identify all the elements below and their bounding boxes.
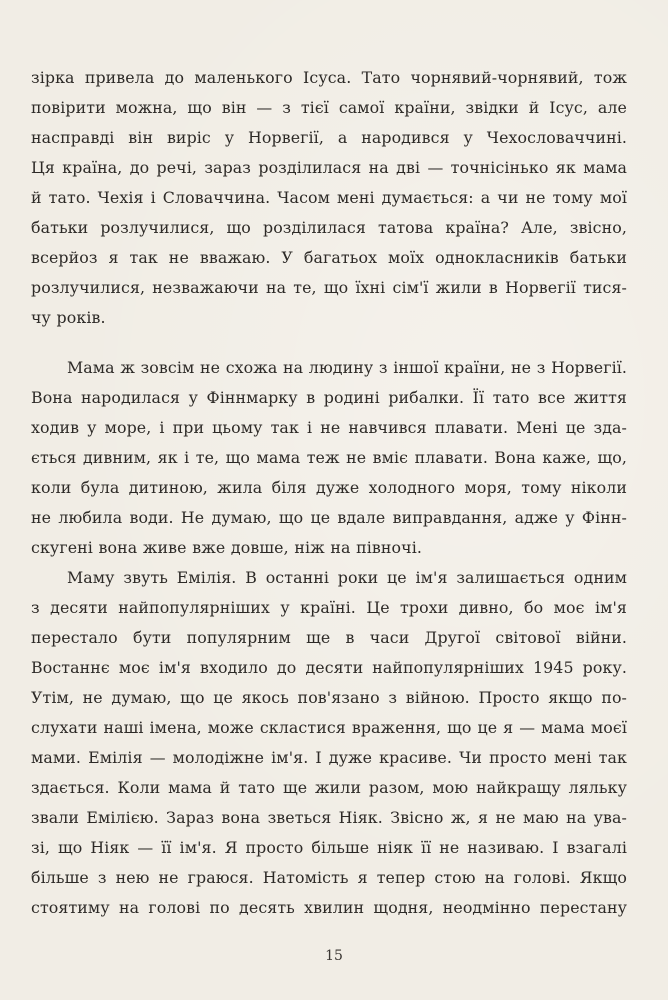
text-line: ходив у море, і при цьому так і не навчився плавати. Мені це зда- [31, 418, 627, 437]
text-line: зі, що Ніяк — її ім'я. Я просто більше ніяк її не називаю. І взагалі [31, 838, 627, 857]
text-line: звали Емілією. Зараз вона зветься Ніяк. Звісно ж, я не маю на ува- [31, 808, 627, 827]
text-line: стоятиму на голові по десять хвилин щодня, неодмінно перестану [31, 898, 627, 917]
text-line: здається. Коли мама й тато ще жили разом, мою найкращу ляльку [31, 778, 627, 797]
text-line: всерйоз я так не вважаю. У багатьох моїх однокласників батьки [31, 248, 627, 267]
text-line: Утім, не думаю, що це якось пов'язано з війною. Просто якщо по- [31, 688, 627, 707]
text-line: мами. Емілія — молодіжне ім'я. І дуже красиве. Чи просто мені так [31, 748, 627, 767]
text-line: Вона народилася у Фіннмарку в родині рибалки. Її тато все життя [31, 388, 627, 407]
text-line: Мама ж зовсім не схожа на людину з іншої країни, не з Норвегії. [67, 358, 627, 377]
page-number: 15 [325, 948, 343, 964]
text-line: слухати наші імена, може скластися враження, що це я — мама моєї [31, 718, 627, 737]
paragraph-3 [31, 563, 627, 923]
text-line: більше з нею не граюся. Натомість я тепер стою на голові. Якщо [31, 868, 627, 887]
text-line: насправді він виріс у Норвегії, а народився у Чехословаччині. [31, 128, 627, 147]
text-line: скугені вона живе вже довше, ніж на півночі. [31, 538, 422, 557]
text-line: Ця країна, до речі, зараз розділилася на дві — точнісінько як мама [31, 158, 627, 177]
text-line: ється дивним, як і те, що мама теж не вміє плавати. Вона каже, що, [31, 448, 627, 467]
text-line: перестало бути популярним ще в часи Другої світової війни. [31, 628, 627, 647]
paragraph-2 [31, 353, 627, 563]
text-line: розлучилися, незважаючи на те, що їхні сім'ї жили в Норвегії тися- [31, 278, 627, 297]
text-line: коли була дитиною, жила біля дуже холодного моря, тому ніколи [31, 478, 627, 497]
text-line: й тато. Чехія і Словаччина. Часом мені думається: а чи не тому мої [31, 188, 627, 207]
text-line: не любила води. Не думаю, що це вдале виправдання, адже у Фінн- [31, 508, 627, 527]
text-line: зірка привела до маленького Ісуса. Тато чорнявий-чорнявий, тож [31, 68, 627, 87]
text-line: повірити можна, що він — з тієї самої країни, звідки й Ісус, але [31, 98, 627, 117]
text-line: чу років. [31, 308, 106, 327]
text-line: Маму звуть Емілія. В останні роки це ім'я залишається одним [67, 568, 627, 587]
text-line: батьки розлучилися, що розділилася татова країна? Але, звісно, [31, 218, 627, 237]
text-line: Востаннє моє ім'я входило до десяти найпопулярніших 1945 року. [31, 658, 627, 677]
text-line: з десяти найпопулярніших у країні. Це трохи дивно, бо моє ім'я [31, 598, 627, 617]
paragraph-1 [31, 63, 627, 333]
